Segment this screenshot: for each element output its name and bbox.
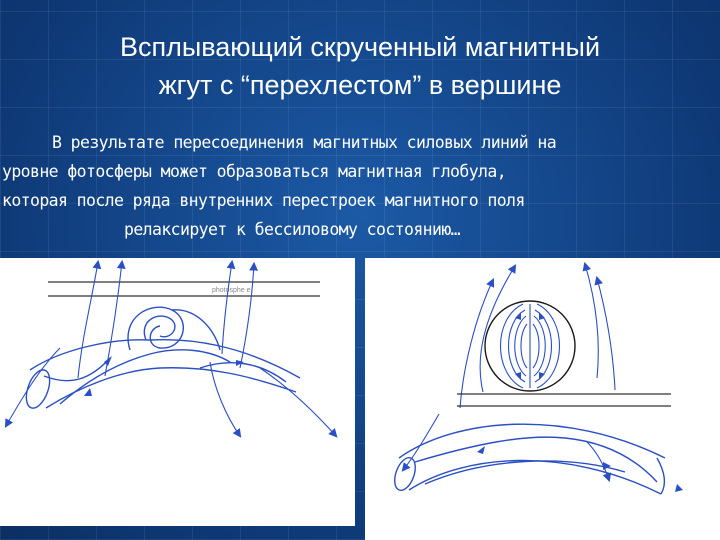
field-line-up-3 <box>222 262 232 354</box>
body-line-1: В результате пересоединения магнитных силовых линий на <box>52 133 557 152</box>
globule-line-l2 <box>509 310 526 382</box>
right-figure-panel <box>365 258 720 540</box>
slide-title-line-1: Всплывающий скрученный магнитный <box>119 32 601 62</box>
kink-loop-inner <box>144 316 175 340</box>
globule-line-r2 <box>535 310 552 382</box>
globule-line-r3 <box>534 316 545 376</box>
globule-line-l4 <box>521 324 527 368</box>
strand-arrow-3 <box>84 388 92 396</box>
slide-title-line-2: жгут с “перехлестом” в вершине <box>158 70 562 100</box>
magnetic-globule-diagram <box>365 258 720 540</box>
tube-arrow-3 <box>675 484 683 492</box>
globule-line-r4 <box>533 324 539 368</box>
tube-arrow-1 <box>477 446 485 454</box>
twist-strand-4 <box>200 363 286 382</box>
globule-line-l3 <box>515 316 526 376</box>
outer-field-line-down-left <box>403 414 439 470</box>
left-figure-panel <box>0 258 355 526</box>
flux-tube-lower-edge <box>46 368 296 408</box>
body-line-2: уровне фотосферы может образоваться магнитная глобула, <box>2 162 507 181</box>
body-line-3: которая после ряда внутренних перестроек магнитного поля <box>2 191 525 210</box>
tube-strand-1 <box>415 437 565 462</box>
field-line-up-1 <box>78 262 98 378</box>
field-line-down-right <box>260 368 336 436</box>
flux-tube-end-cap <box>391 455 420 493</box>
slide-body-text <box>0 128 720 244</box>
slide-title <box>0 28 720 104</box>
flux-tube-lower-edge <box>409 460 661 494</box>
outer-field-line-4 <box>597 278 615 390</box>
flux-tube-upper-edge <box>30 340 300 378</box>
outer-field-line-2 <box>480 266 515 392</box>
twisted-flux-rope-diagram <box>0 258 355 526</box>
flux-tube-end-cap <box>22 367 54 411</box>
field-line-up-2 <box>105 262 122 376</box>
outer-field-line-1 <box>460 280 493 408</box>
tube-strand-2 <box>425 461 625 484</box>
twist-strand-3 <box>150 350 230 362</box>
flux-tube-upper-edge <box>399 424 665 458</box>
tube-right-end <box>657 458 664 494</box>
outer-field-line-3 <box>585 264 598 378</box>
photosphere-label: photosphe e <box>212 287 251 294</box>
tube-arrow-2 <box>603 462 611 470</box>
tube-strand-3 <box>565 438 657 482</box>
field-line-down-left <box>6 348 60 426</box>
twist-strand-1 <box>44 358 110 381</box>
body-line-4: релаксирует к бессиловому состоянию… <box>124 220 461 239</box>
